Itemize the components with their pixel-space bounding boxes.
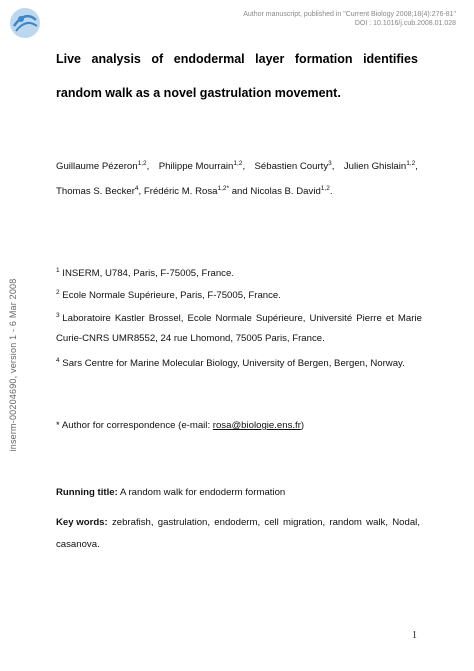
hal-side-stamp	[2, 240, 24, 490]
author-list	[56, 154, 418, 204]
title-line-2: random walk as a novel gastrulation movement.	[56, 86, 341, 100]
page-number: 1	[412, 630, 417, 641]
author: Frédéric M. Rosa$^{1,2*}$	[143, 184, 230, 197]
affiliation-3-line-2: Curie-CNRS UMR8552, 24 rue Lhomond, 75005 Paris, France.	[56, 333, 325, 344]
affiliation-3-line-1: $^3$ Laboratoire Kastler Brossel, Ecole Normale Supérieure, Université Pierre et Marie	[56, 311, 422, 324]
affiliation-4: $^4$ Sars Centre for Marine Molecular Biology, University of Bergen, Bergen, Norway.	[56, 356, 405, 369]
author-line-2	[56, 179, 418, 204]
title-word: Live	[56, 52, 82, 66]
key-words-line-2: casanova.	[56, 539, 100, 550]
title-word: endodermal	[173, 52, 245, 66]
author: Guillaume Pézeron$^{1,2}$,	[56, 159, 150, 172]
author: Thomas S. Becker$^4$,	[56, 184, 142, 197]
affiliation-number: 1	[56, 266, 60, 274]
author: Julien Ghislain$^{1,2}$,	[343, 159, 418, 172]
author-conjunction: and	[231, 186, 248, 197]
manuscript-header	[156, 10, 456, 28]
running-title	[56, 487, 285, 498]
affiliation-number: 3	[56, 311, 60, 319]
key-words-line-1: Key words: zebrafish, gastrulation, endoderm, cell migration, random walk, Nodal,	[56, 512, 420, 534]
title-word: of	[151, 52, 164, 66]
running-title-label: Running title:	[56, 487, 118, 498]
title-word: identifies	[363, 52, 418, 66]
header-publication-line: Author manuscript, published in "Current Biology 2008;18(4):276-81"	[243, 11, 456, 18]
side-stamp-text: inserm-00204690, version 1 - 6 Mar 2008	[8, 278, 18, 452]
title-word: layer	[255, 52, 285, 66]
running-title-text: A random walk for endoderm formation	[117, 487, 286, 498]
title-word: analysis	[91, 52, 141, 66]
author: Sébastien Courty$^3$,	[254, 159, 335, 172]
author-line-1	[56, 154, 418, 179]
correspondence-email-link[interactable]: rosa@biologie.ens.fr	[212, 420, 301, 431]
affiliation-3	[56, 309, 422, 349]
author: Nicolas B. David$^{1,2}$.	[250, 184, 333, 197]
key-words-label: Key words:	[56, 517, 108, 528]
affiliation-2: $^2$ Ecole Normale Supérieure, Paris, F-75005, France.	[56, 288, 281, 301]
key-words	[56, 512, 420, 556]
correspondence-note: * Author for correspondence (e-mail: rosa@biologie.ens.fr)	[56, 420, 305, 431]
header-doi-line: DOI : 10.1016/j.cub.2008.01.028	[354, 20, 456, 27]
title-line-1	[56, 52, 418, 70]
author: Philippe Mourrain$^{1,2}$,	[158, 159, 246, 172]
affiliation-number: 2	[56, 288, 60, 296]
paper-title	[56, 52, 418, 100]
hal-logo-icon	[8, 6, 42, 40]
title-word: formation	[294, 52, 353, 66]
affiliation-1: $^1$ INSERM, U784, Paris, F-75005, France.	[56, 266, 234, 279]
affiliation-number: 4	[56, 356, 60, 364]
